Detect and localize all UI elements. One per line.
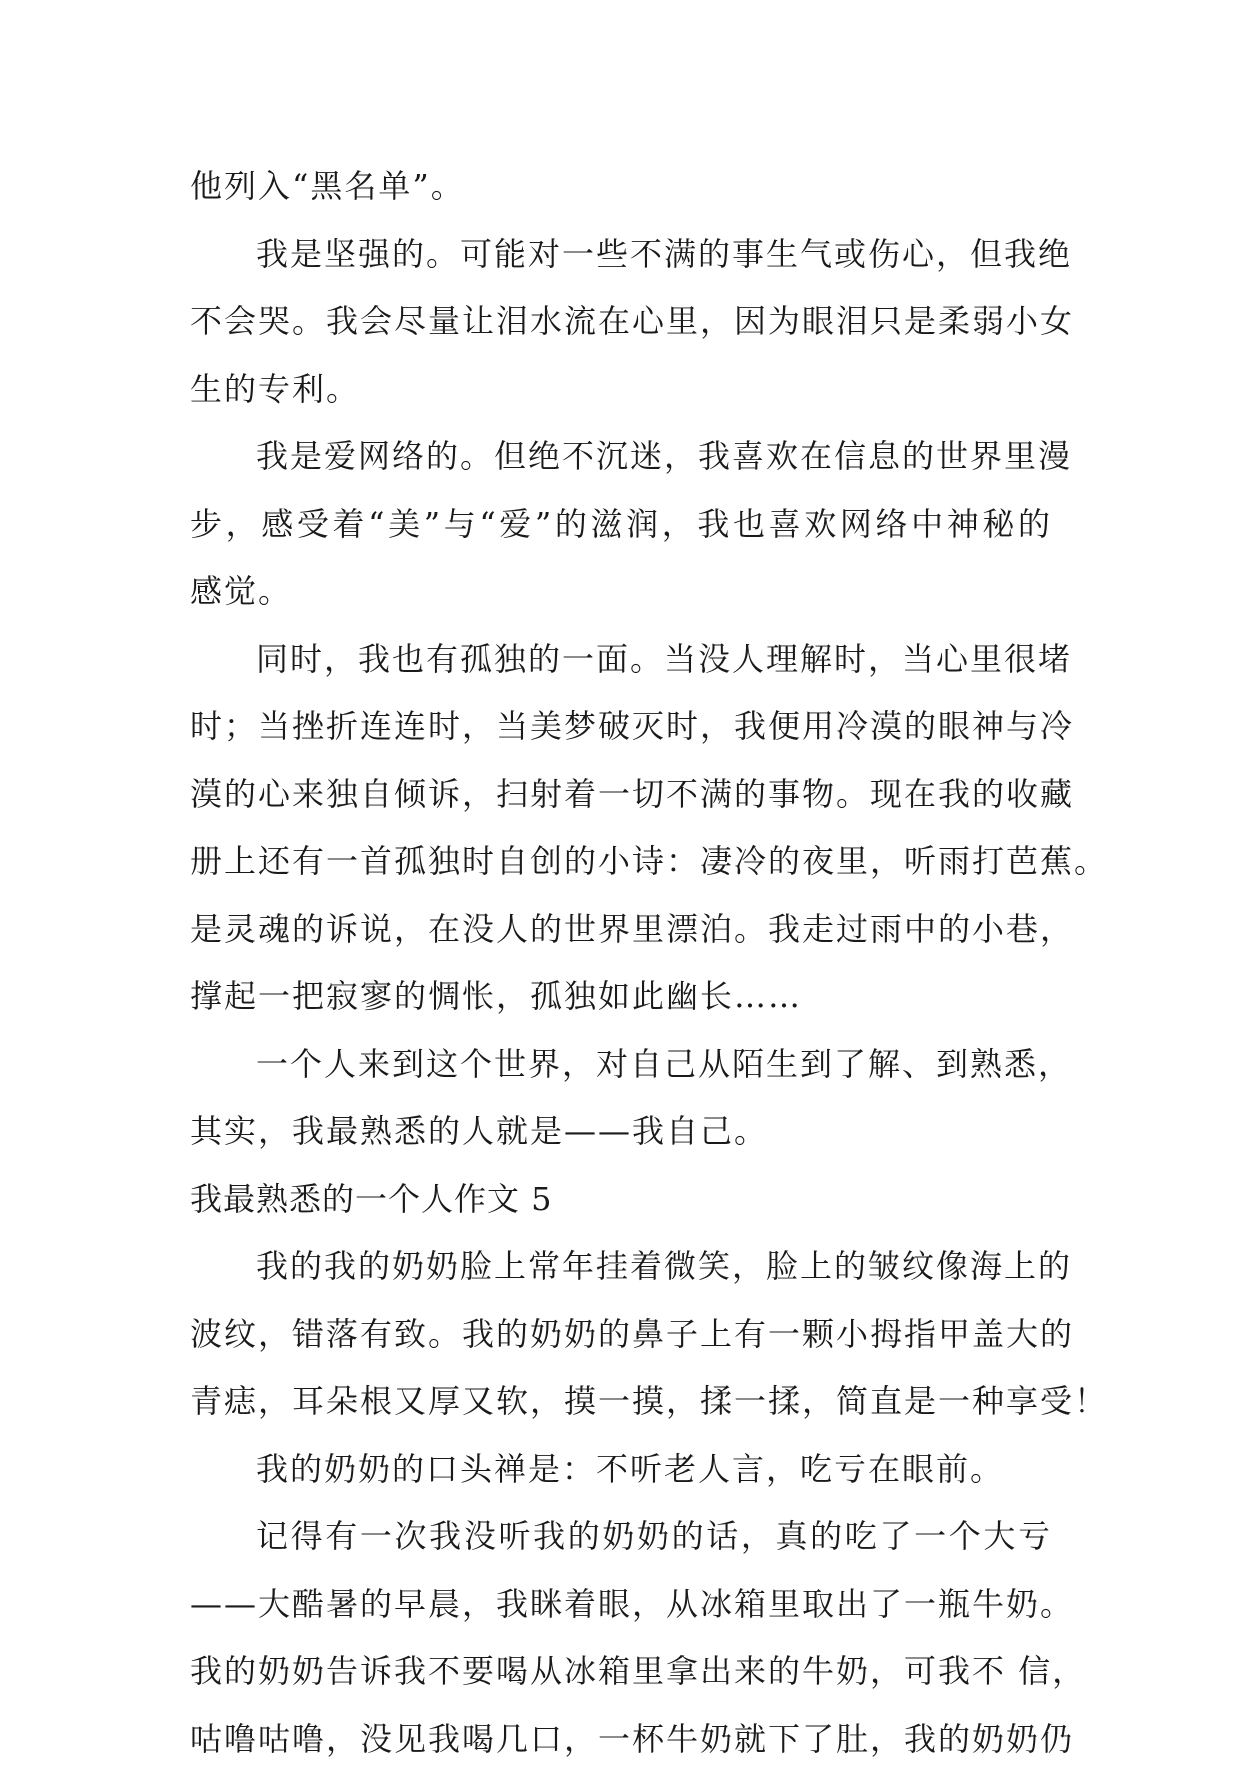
text-line: 青痣，耳朵根又厚又软，摸一摸，揉一揉，简直是一种享受！ [190, 1368, 1052, 1436]
paragraph-first-line: 我的奶奶的口头禅是：不听老人言，吃亏在眼前。 [190, 1436, 1052, 1504]
text-line: 咕噜咕噜，没见我喝几口，一杯牛奶就下了肚，我的奶奶仍 [190, 1706, 1052, 1773]
text-line: 册上还有一首孤独时自创的小诗：凄冷的夜里，听雨打芭蕉。 [190, 828, 1052, 896]
text-line: 是灵魂的诉说，在没人的世界里漂泊。我走过雨中的小巷， [190, 896, 1052, 964]
text-line: 撑起一把寂寥的惆怅，孤独如此幽长…… [190, 963, 1052, 1031]
paragraph-first-line: 记得有一次我没听我的奶奶的话，真的吃了一个大亏 [190, 1503, 1052, 1571]
text-line: 他列入“黑名单”。 [190, 153, 1052, 221]
text-line: 其实，我最熟悉的人就是——我自己。 [190, 1098, 1052, 1166]
text-line: 步，感受着“美”与“爱”的滋润，我也喜欢网络中神秘的 [190, 491, 1052, 559]
text-line: 感觉。 [190, 558, 1052, 626]
text-line: 我的奶奶告诉我不要喝从冰箱里拿出来的牛奶，可我不 信， [190, 1638, 1052, 1706]
section-heading: 我最熟悉的一个人作文 5 [190, 1166, 1052, 1234]
document-body [190, 153, 1052, 1773]
paragraph-first-line: 同时，我也有孤独的一面。当没人理解时，当心里很堵 [190, 626, 1052, 694]
text-line: 波纹，错落有致。我的奶奶的鼻子上有一颗小拇指甲盖大的 [190, 1301, 1052, 1369]
paragraph-first-line: 一个人来到这个世界，对自己从陌生到了解、到熟悉， [190, 1031, 1052, 1099]
paragraph-first-line: 我是爱网络的。但绝不沉迷，我喜欢在信息的世界里漫 [190, 423, 1052, 491]
paragraph-first-line: 我是坚强的。可能对一些不满的事生气或伤心，但我绝 [190, 221, 1052, 289]
text-line: 时；当挫折连连时，当美梦破灭时，我便用冷漠的眼神与冷 [190, 693, 1052, 761]
text-line: 生的专利。 [190, 356, 1052, 424]
text-line: ——大酷暑的早晨，我眯着眼，从冰箱里取出了一瓶牛奶。 [190, 1571, 1052, 1639]
text-line: 漠的心来独自倾诉，扫射着一切不满的事物。现在我的收藏 [190, 761, 1052, 829]
text-line: 不会哭。我会尽量让泪水流在心里，因为眼泪只是柔弱小女 [190, 288, 1052, 356]
paragraph-first-line: 我的我的奶奶脸上常年挂着微笑，脸上的皱纹像海上的 [190, 1233, 1052, 1301]
